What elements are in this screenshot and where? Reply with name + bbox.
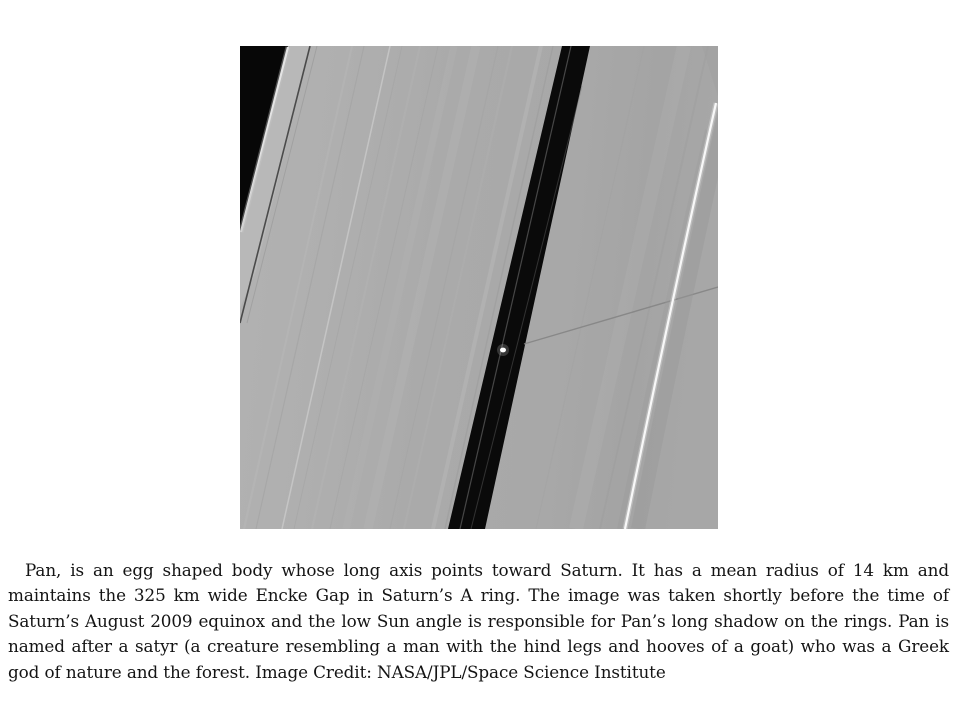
figure-caption [8,558,949,685]
saturn-rings-figure [240,46,718,529]
caption-line-2: maintains the 325 km wide Encke Gap in Saturn’s A ring. The image was taken shortly before the time of [8,585,949,606]
caption-line-3: Saturn’s August 2009 equinox and the low Sun angle is responsible for Pan’s long shadow on the rings. Pan is [8,610,949,631]
saturn-rings-photo [240,46,718,529]
pan-moon-dot [500,348,506,353]
caption-line-5: god of nature and the forest. Image Credit: NASA/JPL/Space Science Institute [8,661,666,682]
caption-line-4: named after a satyr (a creature resembling a man with the hind legs and hooves of a goat) who was a Greek [8,636,949,657]
caption-line-1: Pan, is an egg shaped body whose long axis points toward Saturn. It has a mean radius of 14 km and [25,560,949,580]
